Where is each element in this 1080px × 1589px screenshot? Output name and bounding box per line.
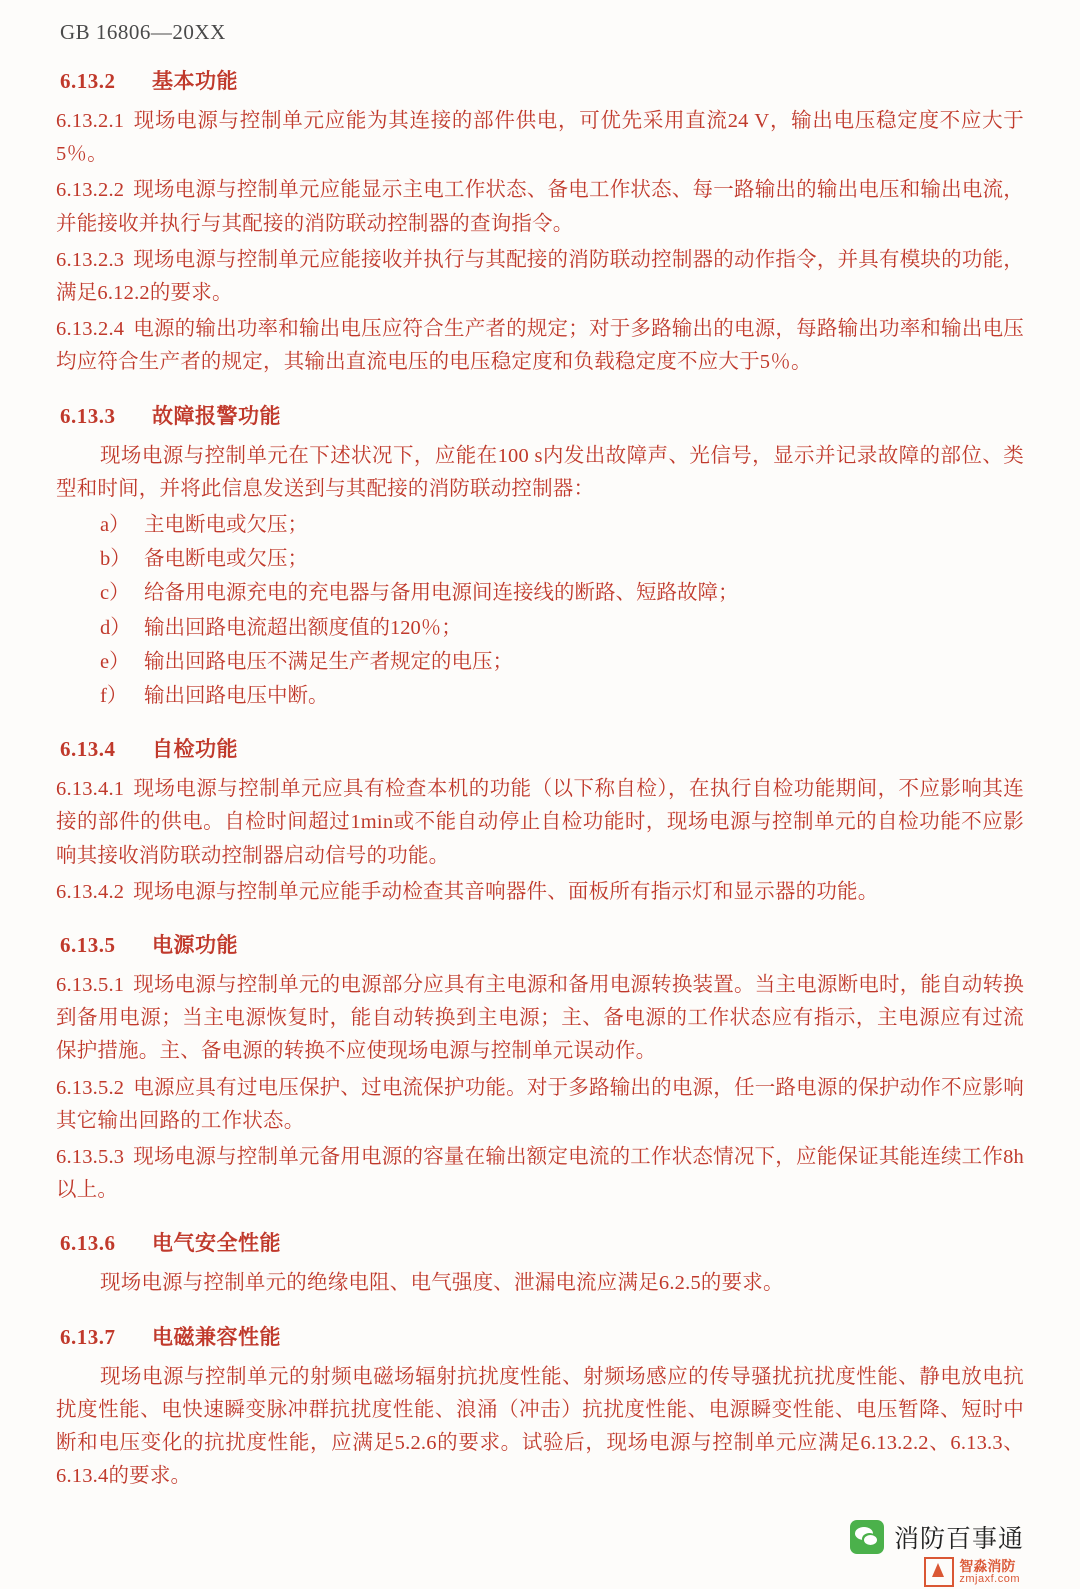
section-number: 6.13.7	[60, 1324, 116, 1349]
paragraph	[56, 1141, 1024, 1207]
list-item-text: 输出回路电压不满足生产者规定的电压；	[144, 650, 513, 673]
list-item	[56, 543, 1024, 576]
paragraph-intro: 现场电源与控制单元的射频电磁场辐射抗扰度性能、射频场感应的传导骚扰抗扰度性能、静电放电抗扰度性能、电快速瞬变脉冲群抗扰度性能、浪涌（冲击）抗扰度性能、电源瞬变性能、电压暂降、短时中断和电压变化的抗扰度性能，应满足5.2.6的要求。试验后，现场电源与控制单元应满足6.13.2.2、6.13.3、6.13.4的要求。	[56, 1365, 1024, 1488]
watermark	[924, 1557, 1020, 1587]
fault-alarm-list	[56, 509, 1024, 713]
list-item-text: 主电断电或欠压；	[144, 514, 308, 537]
list-item	[56, 612, 1024, 645]
watermark-name-en: zmjaxf.com	[959, 1572, 1020, 1585]
section-number: 6.13.2	[60, 69, 116, 93]
list-item-text: 输出回路电流超出额度值的120％；	[144, 616, 462, 639]
paragraph	[56, 174, 1024, 240]
paragraph-number: 6.13.4.2	[56, 880, 125, 903]
paragraph-text: 现场电源与控制单元应能接收并执行与其配接的消防联动控制器的动作指令，并具有模块的功能，满足6.12.2的要求。	[56, 248, 1024, 305]
paragraph-text: 现场电源与控制单元应能手动检查其音响器件、面板所有指示灯和显示器的功能。	[133, 880, 879, 903]
paragraph-text: 电源应具有过电压保护、过电流保护功能。对于多路输出的电源，任一路电源的保护动作不应影响其它输出回路的工作状态。	[56, 1076, 1024, 1132]
page-header: GB 16806—20XX	[60, 20, 226, 44]
section-number: 6.13.4	[60, 737, 116, 762]
paragraph-text: 电源的输出功率和输出电压应符合生产者的规定；对于多路输出的电源，每路输出功率和输出电压均应符合生产者的规定，其输出直流电压的电压稳定度和负载稳定度不应大于5％。	[56, 318, 1024, 374]
section-heading-6-13-3	[56, 400, 1024, 430]
list-item-text: 输出回路电压中断。	[144, 685, 329, 708]
section-title-text: 基本功能	[152, 69, 238, 93]
paragraph	[56, 969, 1024, 1069]
list-marker: f）	[100, 685, 128, 708]
wechat-icon	[850, 1520, 884, 1554]
section-title-text: 电源功能	[152, 933, 238, 958]
section-title-text: 故障报警功能	[152, 403, 281, 428]
section-number: 6.13.5	[60, 933, 116, 958]
list-item	[56, 577, 1024, 610]
paragraph-text: 现场电源与控制单元的电源部分应具有主电源和备用电源转换装置。当主电源断电时，能自动转换到备用电源；当主电源恢复时，能自动转换到主电源；主、备电源的工作状态应有指示，主电源应有过流保护措施。主、备电源的转换不应使现场电源与控制单元误动作。	[56, 974, 1024, 1063]
list-item	[56, 509, 1024, 542]
section-heading-6-13-5	[56, 929, 1024, 959]
paragraph	[56, 1072, 1024, 1138]
paragraph-number: 6.13.2.1	[56, 110, 125, 132]
section-heading-6-13-2	[56, 65, 1024, 95]
section-title-text: 电磁兼容性能	[152, 1324, 281, 1349]
list-item-text: 给备用电源充电的充电器与备用电源间连接线的断路、短路故障；	[144, 582, 739, 605]
list-item	[56, 646, 1024, 679]
paragraph-text: 现场电源与控制单元应能显示主电工作状态、备电工作状态、每一路输出的输出电压和输出电流，并能接收并执行与其配接的消防联动控制器的查询指令。	[56, 179, 1024, 235]
paragraph-number: 6.13.5.2	[56, 1076, 125, 1099]
paragraph	[56, 244, 1024, 310]
section-heading-6-13-6	[56, 1227, 1024, 1257]
flame-logo-icon	[924, 1557, 954, 1587]
section-title-text: 电气安全性能	[152, 1231, 281, 1256]
paragraph	[56, 876, 1024, 909]
list-item-text: 备电断电或欠压；	[144, 548, 308, 571]
wechat-badge	[850, 1519, 1024, 1555]
paragraph	[56, 773, 1024, 873]
paragraph-intro: 现场电源与控制单元的绝缘电阻、电气强度、泄漏电流应满足6.2.5的要求。	[100, 1272, 784, 1295]
paragraph-number: 6.13.4.1	[56, 778, 125, 801]
section-number: 6.13.3	[60, 403, 116, 428]
paragraph-number: 6.13.2.2	[56, 179, 125, 202]
paragraph-intro: 现场电源与控制单元在下述状况下，应能在100 s内发出故障声、光信号，显示并记录故障的部位、类型和时间，并将此信息发送到与其配接的消防联动控制器：	[56, 444, 1024, 500]
watermark-name-cn: 智淼消防	[959, 1557, 1016, 1574]
list-marker: e）	[100, 650, 130, 673]
list-marker: b）	[100, 548, 131, 571]
section-number: 6.13.6	[60, 1231, 116, 1256]
wechat-account-name: 消防百事通	[893, 1525, 1024, 1553]
paragraph-number: 6.13.5.3	[56, 1146, 125, 1169]
paragraph-number: 6.13.2.4	[56, 318, 125, 341]
list-marker: c）	[100, 582, 130, 605]
paragraph	[56, 105, 1024, 171]
section-title-text: 自检功能	[152, 737, 238, 762]
paragraph	[56, 313, 1024, 379]
paragraph-text: 现场电源与控制单元应能为其连接的部件供电，可优先采用直流24 V，输出电压稳定度不应大于5％。	[56, 110, 1024, 166]
list-item	[56, 680, 1024, 713]
section-heading-6-13-4	[56, 733, 1024, 763]
paragraph-number: 6.13.2.3	[56, 248, 125, 271]
paragraph-number: 6.13.5.1	[56, 974, 125, 997]
list-marker: a）	[100, 514, 130, 537]
watermark-text	[959, 1559, 1020, 1585]
paragraph-text: 现场电源与控制单元备用电源的容量在输出额定电流的工作状态情况下，应能保证其能连续工作8h以上。	[56, 1146, 1024, 1202]
section-heading-6-13-7	[56, 1321, 1024, 1351]
list-marker: d）	[100, 616, 131, 639]
page-footer	[0, 1503, 1080, 1589]
paragraph-text: 现场电源与控制单元应具有检查本机的功能（以下称自检），在执行自检功能期间，不应影响其连接的部件的供电。自检时间超过1min或不能自动停止自检功能时，现场电源与控制单元的自检功能不应影响其接收消防联动控制器启动信号的功能。	[56, 778, 1024, 867]
